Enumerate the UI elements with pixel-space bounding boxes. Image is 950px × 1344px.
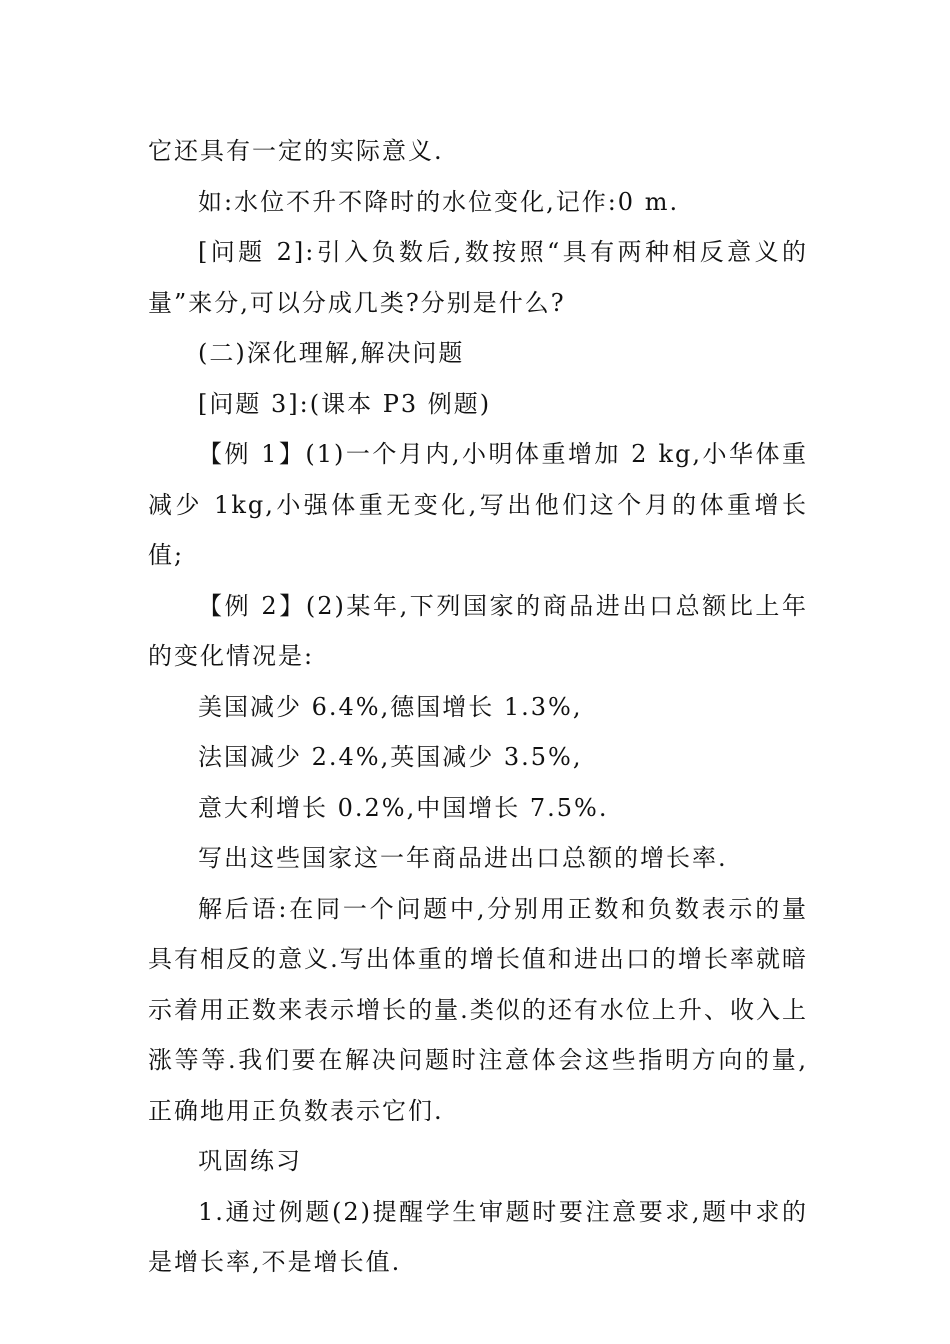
paragraph-7: 【例 2】(2)某年,下列国家的商品进出口总额比上年的变化情况是: [148,591,808,670]
paragraph-11: 写出这些国家这一年商品进出口总额的增长率. [198,844,728,872]
paragraph-2: 如:水位不升不降时的水位变化,记作:0 m. [198,187,680,216]
paragraph-6: 【例 1】(1)一个月内,小明体重增加 2 kg,小华体重减少 1kg,小强体重无变化,写出他们这个月的体重增长值; [148,440,808,569]
paragraph-12: 解后语:在同一个问题中,分别用正数和负数表示的量具有相反的意义.写出体重的增长值和进出口的增长率就暗示着用正数来表示增长的量.类似的还有水位上升、收入上涨等等.我们要在解决问题时注意体会这些指明方向的量,正确地用正负数表示它们. [148,894,808,1125]
paragraph-3: [问题 2]:引入负数后,数按照“具有两种相反意义的量”来分,可以分成几类?分别是什么? [148,238,808,317]
paragraph-1: 它还具有一定的实际意义. [148,137,444,165]
paragraph-4: (二)深化理解,解决问题 [198,339,465,367]
document-body [148,126,808,1288]
paragraph-14: 1.通过例题(2)提醒学生审题时要注意要求,题中求的是增长率,不是增长值. [148,1197,808,1276]
paragraph-10: 意大利增长 0.2%,中国增长 7.5%. [198,793,609,822]
paragraph-5: [问题 3]:(课本 P3 例题) [198,389,492,418]
paragraph-13: 巩固练习 [198,1147,302,1175]
paragraph-9: 法国减少 2.4%,英国减少 3.5%, [198,743,583,771]
paragraph-8: 美国减少 6.4%,德国增长 1.3%, [198,692,583,721]
